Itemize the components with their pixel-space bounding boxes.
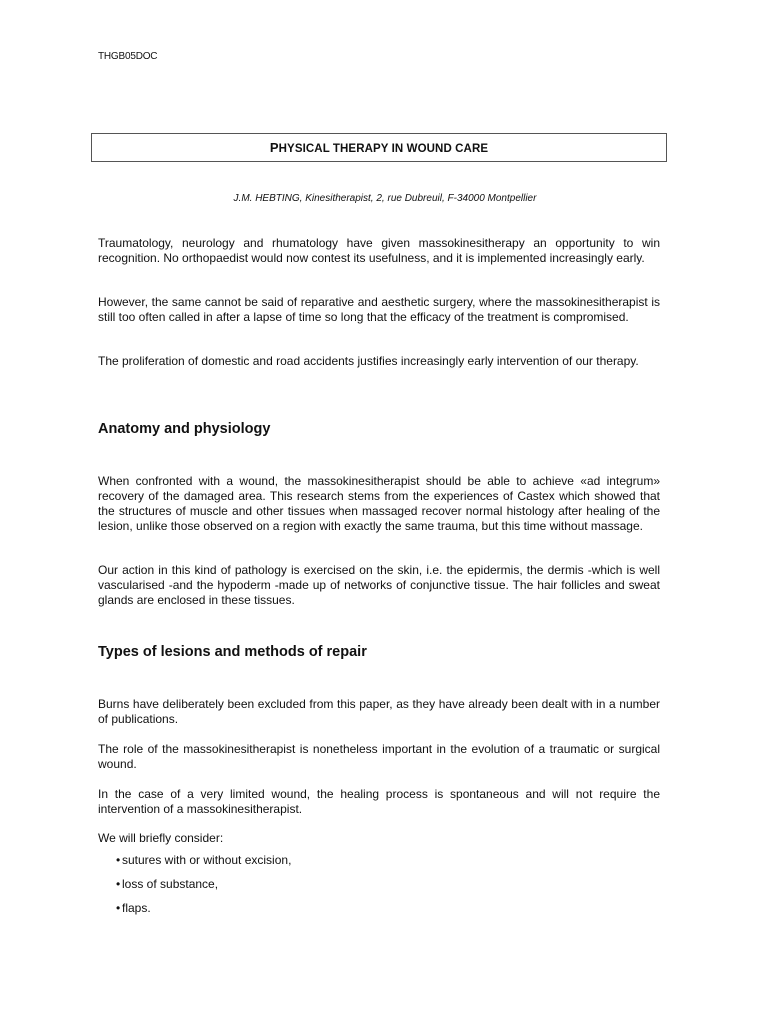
bullet-icon: • [116,853,121,867]
list-item-text: loss of substance, [122,877,219,891]
document-code: THGB05DOC [98,51,158,62]
intro-paragraph-2: However, the same cannot be said of reparative and aesthetic surgery, where the massokinesitherapist is still too often called in after a lapse of time so long that the efficacy of the treatment is compromised. [98,295,660,324]
page-title [270,140,488,155]
anatomy-paragraph-2: Our action in this kind of pathology is exercised on the skin, i.e. the epidermis, the dermis -which is well vascularised -and the hypoderm -made up of networks of conjunctive tissue. The hair follicles and sweat glands are enclosed in these tissues. [98,563,660,607]
list-item [98,901,291,925]
lesions-paragraph-4: We will briefly consider: [98,831,224,845]
title-initial: P [269,140,279,155]
intro-paragraph-1: Traumatology, neurology and rhumatology have given massokinesitherapy an opportunity to win recognition. No orthopaedist would now contest its usefulness, and it is implemented increasingly early. [98,236,660,265]
section-heading-lesions: Types of lesions and methods of repair [98,644,367,660]
list-item-text: flaps. [122,901,151,915]
lesions-paragraph-3: In the case of a very limited wound, the healing process is spontaneous and will not require the intervention of a massokinesitherapist. [98,787,660,816]
anatomy-paragraph-1: When confronted with a wound, the massokinesitherapist should be able to achieve «ad integrum» recovery of the damaged area. This research stems from the experiences of Castex which showed that the structures of muscle and other tissues when massaged recover normal histology after healing of the lesion, unlike those observed on a region with exactly the same trauma, but this time without massage. [98,474,660,533]
list-item [98,877,291,901]
list-item-text: sutures with or without excision, [122,853,292,867]
section-heading-anatomy: Anatomy and physiology [98,421,271,437]
intro-paragraph-3: The proliferation of domestic and road accidents justifies increasingly early intervention of our therapy. [98,354,639,368]
lesion-types-list [98,853,291,925]
bullet-icon: • [116,877,121,891]
author-line: J.M. HEBTING, Kinesitherapist, 2, rue Dubreuil, F-34000 Montpellier [233,193,537,204]
lesions-paragraph-1: Burns have deliberately been excluded from this paper, as they have already been dealt with in a number of publications. [98,697,660,726]
title-box [91,133,667,162]
list-item [98,853,291,877]
lesions-paragraph-2: The role of the massokinesitherapist is nonetheless important in the evolution of a traumatic or surgical wound. [98,742,660,771]
title-rest: HYSICAL THERAPY IN WOUND CARE [278,143,489,155]
bullet-icon: • [116,901,121,915]
